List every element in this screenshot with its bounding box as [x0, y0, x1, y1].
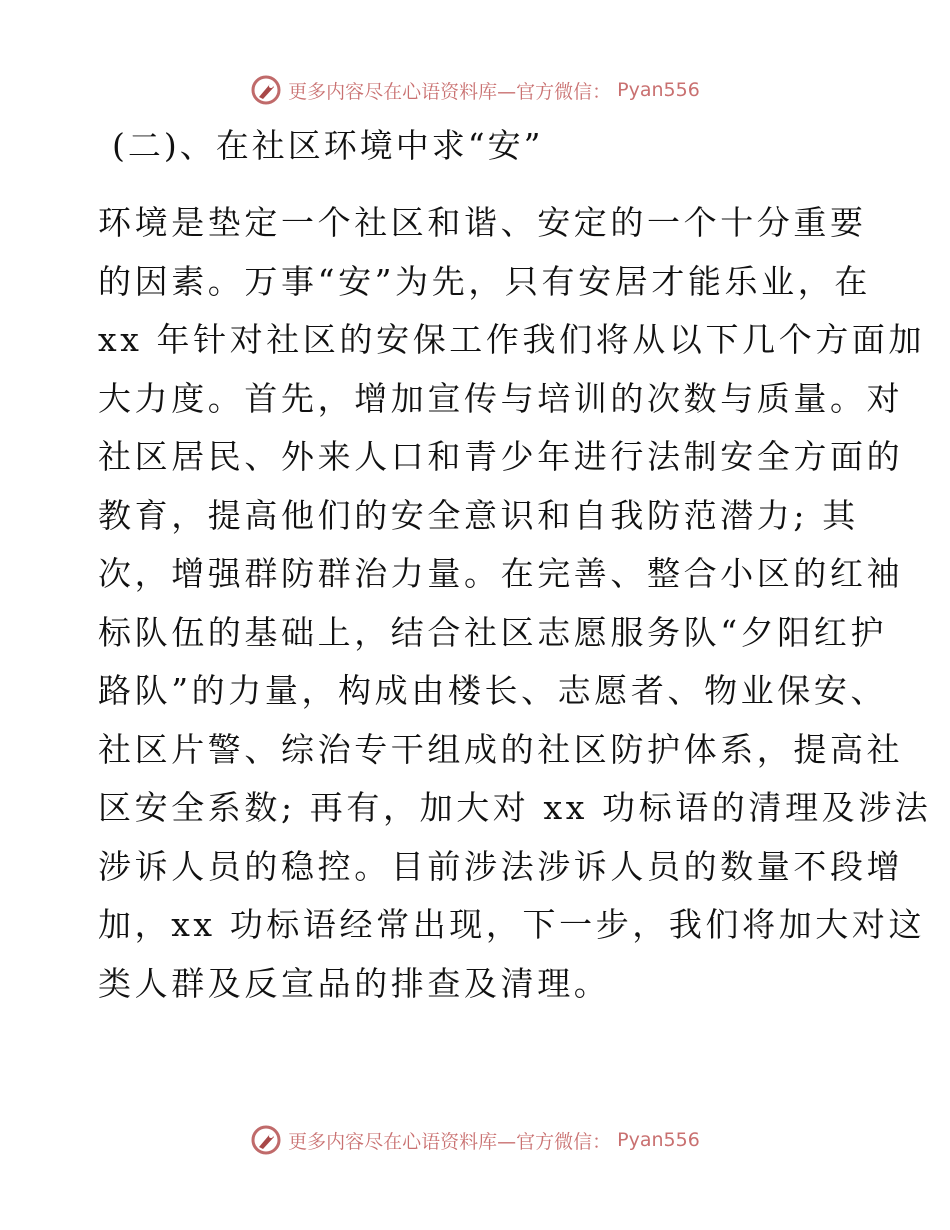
paragraph-line: 环境是垫定一个社区和谐、安定的一个十分重要: [98, 203, 867, 242]
pen-nib-seal-icon: [250, 1124, 282, 1156]
paragraph-line: 标队伍的基础上，结合社区志愿服务队“夕阳红护: [98, 612, 888, 652]
watermark-wechat-id: Pyan556: [617, 79, 700, 101]
paragraph-line: 大力度。首先，增加宣传与培训的次数与质量。对: [98, 378, 904, 418]
header-watermark: [0, 72, 950, 108]
body-paragraph: [98, 194, 932, 1013]
paragraph-line: 加，xx 功标语经常出现，下一步，我们将加大对这: [98, 905, 926, 944]
paragraph-line: 路队”的力量，构成由楼长、志愿者、物业保安、: [98, 671, 888, 710]
paragraph-line: 类人群及反宣品的排查及清理。: [98, 963, 611, 1003]
pen-nib-seal-icon: [250, 74, 282, 106]
paragraph-line: 次，增强群防群治力量。在完善、整合小区的红袖: [98, 554, 904, 593]
watermark-text: 更多内容尽在心语资料库—官方微信：: [288, 80, 612, 103]
watermark-text: 更多内容尽在心语资料库—官方微信：: [288, 1130, 612, 1153]
watermark-wechat-id: Pyan556: [617, 1129, 700, 1151]
paragraph-line: 教育，提高他们的安全意识和自我防范潜力; 其: [98, 495, 859, 535]
footer-watermark: [0, 1122, 950, 1158]
paragraph-line: 社区片警、综治专干组成的社区防护体系，提高社: [98, 729, 904, 769]
paragraph-line: xx 年针对社区的安保工作我们将从以下几个方面加: [98, 320, 926, 359]
paragraph-line: 区安全系数; 再有，加大对 xx 功标语的清理及涉法: [98, 788, 932, 827]
paragraph-line: 的因素。万事“安”为先，只有安居才能乐业，在: [98, 261, 871, 301]
paragraph-line: 涉诉人员的稳控。目前涉法涉诉人员的数量不段增: [98, 846, 904, 886]
paragraph-line: 社区居民、外来人口和青少年进行法制安全方面的: [98, 437, 904, 476]
section-heading: (二)、在社区环境中求“安”: [112, 126, 544, 165]
